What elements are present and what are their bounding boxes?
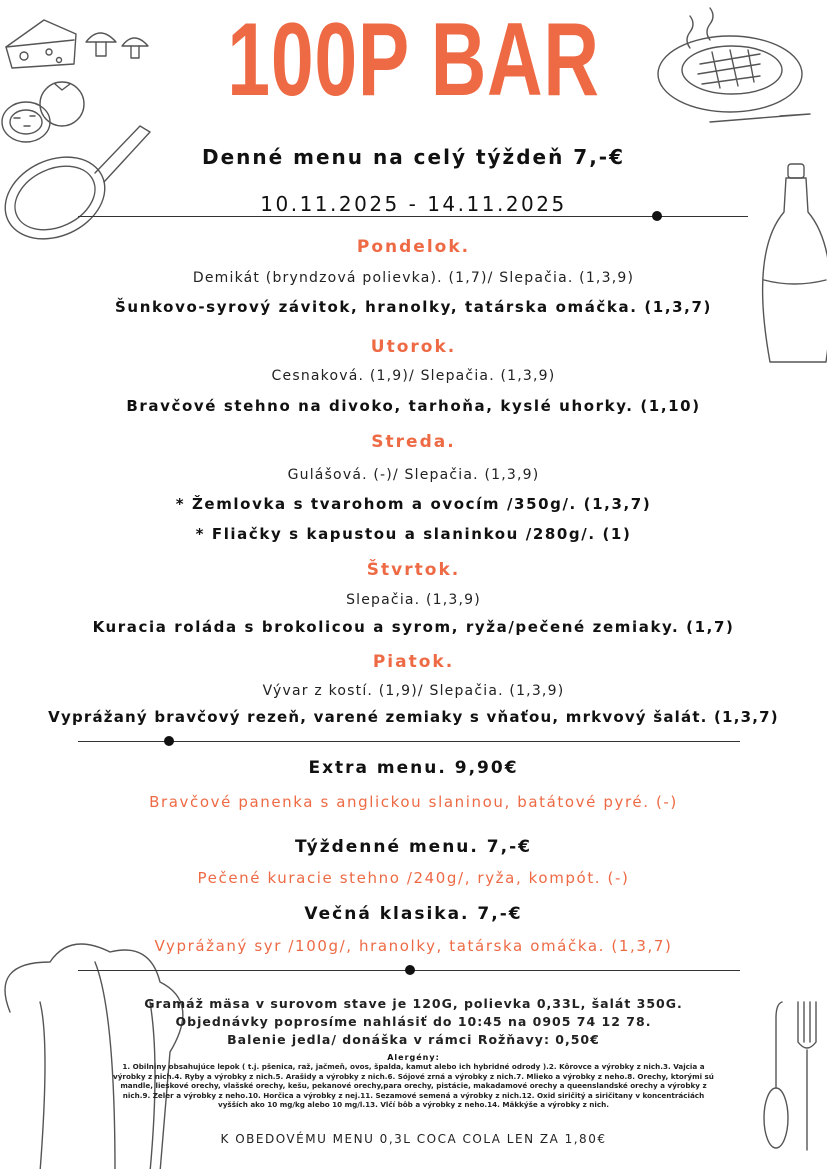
day-main-thursday: Kuracia roláda s brokolicou a syrom, ryža/pečené zemiaky. (1,7) (92, 618, 735, 636)
day-main-wednesday-1: * Žemlovka s tvarohom a ovocím /350g/. (1,3,7) (175, 495, 652, 513)
extra-menu-heading: Extra menu. 9,90€ (308, 758, 519, 778)
day-heading-thursday: Štvrtok. (366, 560, 461, 580)
classic-menu-dish: Vyprážaný syr /100g/, hranolky, tatárska omáčka. (1,3,7) (154, 937, 673, 955)
day-soup-tuesday: Cesnaková. (1,9)/ Slepačia. (1,3,9) (271, 368, 556, 384)
day-heading-wednesday: Streda. (371, 432, 456, 452)
day-heading-monday: Pondelok. (356, 237, 471, 257)
info-order-deadline: Objednávky poprosíme nahlásiť do 10:45 na 0905 74 12 78. (175, 1014, 652, 1029)
divider (78, 741, 740, 742)
sun-dot-icon (163, 735, 175, 747)
allergens-list: 1. Obilniny obsahujúce lepok ( t.j. pšenica, raž, jačmeň, ovos, špalda, kamut alebo ich hybridné odrody ).2. Kôrovce a výrobky z nich.3. Vajcia a výrobky z nich.4. Ryby a výrobky z nich.5. Arašidy a výrobky z nich.6. Sójové zrná a výrobky z nich.7. Mlieko a výrobky z neho.8. Orechy, ktorými sú mandle, lieskové orechy, vlašské orechy, kešu, pekanové orechy,para orechy, pistácie, makadamové orechy a queenslandské orechy a výrobky z nich.9. Zeler a výrobky z neho.10. Horčica a výrobky z nej.11. Sezamové semená a výrobky z nich.12. Oxid siričitý a siričitany v koncentráciách vyšších ako 10 mg/kg alebo 10 mg/l.13. Vlčí bôb a výrobky z neho.14. Mäkkýše a výrobky z nich. (113, 1062, 714, 1109)
extra-menu-dish: Bravčové panenka s anglickou slaninou, batátové pyré. (-) (149, 793, 678, 811)
day-main-tuesday: Bravčové stehno na divoko, tarhoňa, kyslé uhorky. (1,10) (126, 397, 701, 415)
menu-dates: 10.11.2025 - 14.11.2025 (260, 192, 567, 216)
sun-dot-icon (404, 964, 416, 976)
cola-offer: K OBEDOVÉMU MENU 0,3L COCA COLA LEN ZA 1,80€ (220, 1132, 607, 1146)
weekly-menu-dish: Pečené kuracie stehno /240g/, ryža, kompót. (-) (197, 869, 630, 887)
info-delivery-fee: Balenie jedla/ donáška v rámci Rožňavy: 0,50€ (227, 1032, 600, 1047)
sun-dot-icon (651, 210, 663, 222)
page-title: 100P BAR (227, 2, 600, 118)
day-heading-tuesday: Utorok. (370, 337, 457, 357)
day-soup-wednesday: Gulášová. (-)/ Slepačia. (1,3,9) (287, 467, 540, 483)
day-main-friday: Vyprážaný bravčový rezeň, varené zemiaky s vňaťou, mrkvový šalát. (1,3,7) (48, 708, 779, 726)
weekly-menu-heading: Týždenné menu. 7,-€ (295, 837, 532, 857)
allergens-heading: Alergény: (387, 1053, 440, 1062)
day-soup-friday: Vývar z kostí. (1,9)/ Slepačia. (1,3,9) (262, 683, 565, 699)
day-main-monday: Šunkovo-syrový závitok, hranolky, tatárska omáčka. (1,3,7) (115, 298, 712, 316)
day-soup-thursday: Slepačia. (1,3,9) (346, 592, 481, 608)
divider (78, 216, 748, 217)
day-main-wednesday-2: * Fliačky s kapustou a slaninkou /280g/. (1) (195, 525, 632, 543)
info-portion-sizes: Gramáž mäsa v surovom stave je 120G, polievka 0,33L, šalát 350G. (144, 996, 683, 1011)
frying-pan-icon (0, 118, 160, 248)
day-heading-friday: Piatok. (372, 652, 455, 672)
menu-subtitle: Denné menu na celý týždeň 7,-€ (201, 145, 626, 169)
day-soup-monday: Demikát (bryndzová polievka). (1,7)/ Slepačia. (1,3,9) (192, 270, 635, 286)
classic-menu-heading: Večná klasika. 7,-€ (304, 904, 523, 924)
